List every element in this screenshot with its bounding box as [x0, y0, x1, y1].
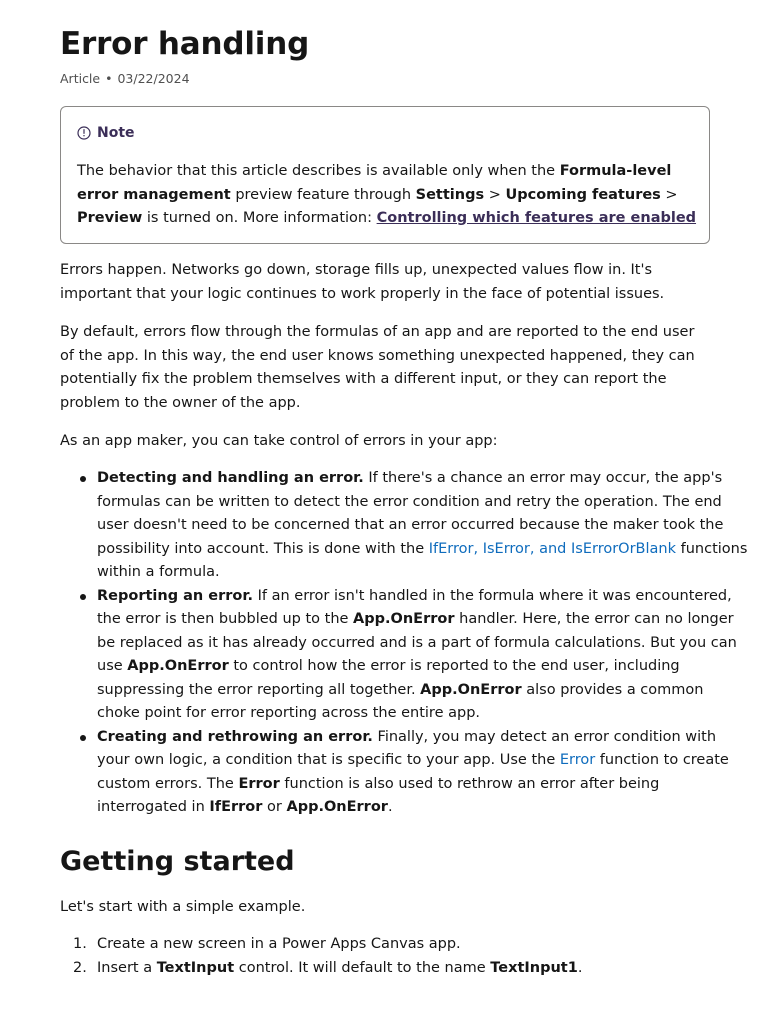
article-meta	[60, 71, 190, 86]
list-item-text: If there's a chance an error may occur, the app's formulas can be written to detect the error condition and retry the operation. The end user doesn't need to be concerned that an error occurred because the maker took the possibility into account. This is done with the	[97, 470, 724, 557]
code-term: App.OnError	[127, 658, 229, 674]
note-body	[77, 160, 697, 231]
note-bold-upcoming: Upcoming features	[505, 186, 661, 203]
controlling-features-link[interactable]: Controlling which features are enabled	[376, 210, 697, 226]
step-number: 2.	[73, 959, 87, 976]
list-item	[97, 467, 749, 585]
code-term: TextInput1	[490, 959, 578, 976]
list-item-text: If an error isn't handled in the formula where it was encountered, the error is then bubbled up to the	[97, 587, 732, 627]
note-separator: >	[660, 186, 678, 203]
intro-paragraph-3: As an app maker, you can take control of errors in your app:	[60, 433, 498, 449]
iferror-functions-link[interactable]: IfError, IsError, and IsErrorOrBlank	[428, 540, 676, 557]
list-item-text: handler. Here, the error can no longer be replaced as it has already occurred and is a part of formula calculations. But you can use	[97, 611, 737, 674]
step-text: .	[577, 959, 583, 976]
note-text: is turned on. More information:	[142, 210, 377, 226]
code-term: TextInput	[156, 959, 235, 976]
list-item-text: .	[387, 799, 393, 815]
page-title: Error handling	[60, 26, 310, 62]
code-term: App.OnError	[286, 799, 388, 815]
steps-list	[60, 933, 749, 980]
note-text: The behavior that this article describes is available only when the	[77, 163, 560, 179]
note-bold-preview: Preview	[77, 210, 143, 226]
article-type: Article	[60, 71, 101, 86]
list-item-title: Reporting an error.	[97, 587, 253, 604]
list-item-text: function to create custom errors. The	[97, 752, 729, 792]
note-heading-label: Note	[97, 125, 135, 141]
intro-paragraph-1: Errors happen. Networks go down, storage fills up, unexpected values flow in. It's important that your logic continues to work properly in the face of potential issues.	[60, 262, 665, 302]
list-item	[97, 726, 749, 820]
note-heading	[77, 125, 135, 141]
list-item-text: to control how the error is reported to the end user, including suppressing the error reporting all together.	[97, 658, 680, 698]
list-item-text: functions within a formula.	[97, 540, 748, 580]
step-text: control. It will default to the name	[234, 959, 491, 976]
error-function-link[interactable]: Error	[559, 752, 596, 768]
step-item	[73, 957, 749, 981]
note-callout	[60, 106, 710, 244]
list-item-text: also provides a common choke point for error reporting across the entire app.	[97, 681, 704, 721]
code-term: IfError	[209, 799, 263, 815]
list-item-text: or	[262, 799, 287, 815]
section-heading-getting-started: Getting started	[60, 846, 295, 877]
getting-started-intro: Let's start with a simple example.	[60, 899, 306, 915]
info-icon	[77, 126, 91, 140]
list-item-title: Detecting and handling an error.	[97, 470, 364, 486]
error-control-list	[60, 467, 749, 820]
step-text: Create a new screen in a Power Apps Canvas app.	[97, 936, 461, 952]
step-text: Insert a	[97, 959, 157, 976]
note-bold-formula: Formula-level error management	[77, 163, 672, 203]
note-text: preview feature through	[230, 186, 416, 203]
code-term: App.OnError	[420, 681, 522, 698]
article-date: 03/22/2024	[117, 71, 190, 86]
list-item-title: Creating and rethrowing an error.	[97, 728, 373, 745]
note-bold-settings: Settings	[415, 186, 485, 203]
meta-separator: •	[105, 71, 113, 86]
list-item-text: function is also used to rethrow an error after being interrogated in	[97, 775, 660, 815]
code-term: Error	[238, 775, 280, 792]
intro-paragraph-2: By default, errors flow through the formulas of an app and are reported to the end user of the app. In this way, the end user knows something unexpected happened, they can potentially fix the problem themselves with a different input, or they can report the problem to the owner of the app.	[60, 324, 695, 411]
step-item	[73, 933, 749, 957]
note-separator: >	[484, 186, 506, 203]
step-number: 1.	[73, 936, 87, 952]
list-item	[97, 585, 749, 726]
list-item-text: Finally, you may detect an error condition with your own logic, a condition that is specific to your app. Use the	[97, 728, 717, 768]
code-term: App.OnError	[353, 611, 455, 627]
